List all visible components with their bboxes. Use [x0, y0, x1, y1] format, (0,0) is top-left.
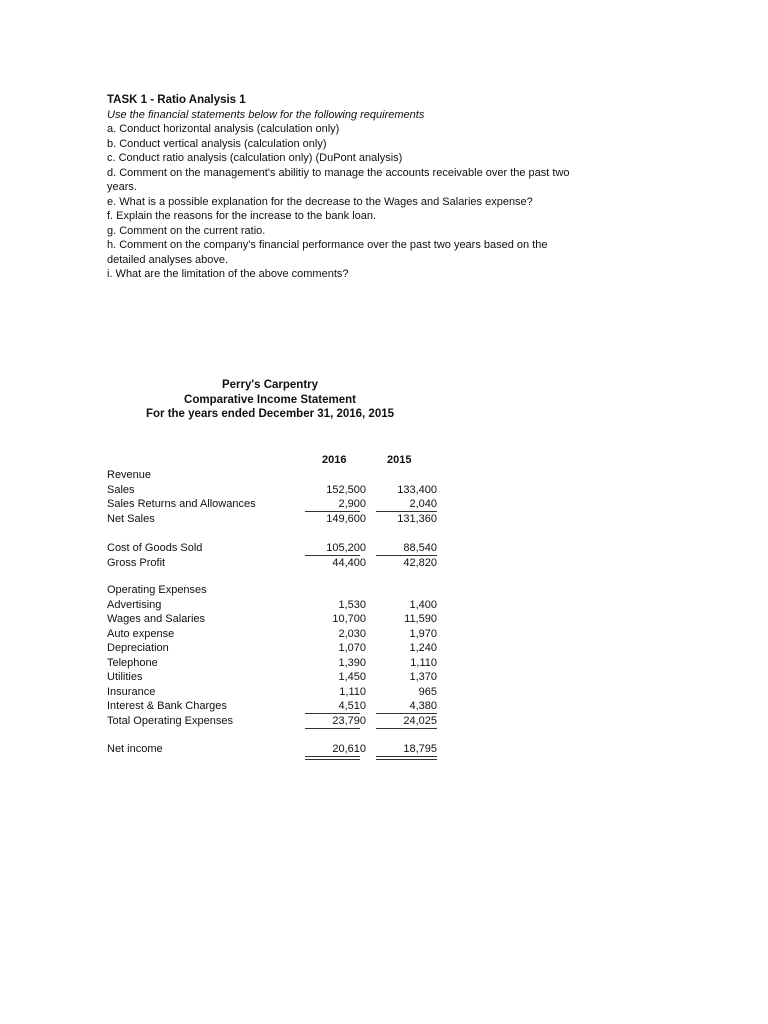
task-section	[107, 93, 607, 282]
table-row	[107, 556, 439, 570]
row-label: Net Sales	[107, 513, 155, 525]
value-2016: 10,700	[332, 613, 366, 625]
section-heading: Revenue	[107, 469, 152, 481]
value-2015: 24,025	[403, 715, 437, 727]
task-item: c. Conduct ratio analysis (calculation only) (DuPont analysis)	[107, 152, 403, 164]
company-name: Perry's Carpentry	[221, 379, 319, 391]
value-2015: 1,110	[410, 657, 437, 669]
table-row	[107, 627, 439, 641]
value-2016: 1,530	[338, 599, 366, 611]
row-label: Gross Profit	[107, 557, 166, 569]
double-underline	[305, 756, 360, 757]
value-2016: 1,390	[338, 657, 366, 669]
table-row	[107, 699, 439, 713]
task-item: f. Explain the reasons for the increase to the bank loan.	[107, 210, 377, 222]
row-label: Sales Returns and Allowances	[107, 498, 256, 510]
task-item: h. Comment on the company's financial performance over the past two years based on the detailed analyses above.	[107, 239, 548, 266]
value-2016: 1,450	[338, 671, 366, 683]
table-row	[107, 497, 439, 511]
value-2015: 18,795	[403, 743, 437, 755]
section-heading: Operating Expenses	[107, 584, 207, 596]
task-item: g. Comment on the current ratio.	[107, 224, 266, 237]
table-row	[107, 612, 439, 626]
value-2016: 105,200	[326, 542, 366, 554]
task-item: i. What are the limitation of the above comments?	[107, 268, 349, 280]
value-2016: 44,400	[332, 557, 366, 569]
value-2016: 2,030	[338, 628, 366, 640]
value-2016: 20,610	[332, 743, 366, 755]
row-label: Advertising	[107, 599, 162, 611]
value-2015: 1,240	[409, 642, 437, 654]
table-row	[107, 598, 439, 612]
value-2016: 4,510	[338, 700, 366, 712]
double-underline	[305, 759, 360, 760]
value-2015: 1,400	[409, 599, 437, 611]
statement-title: Comparative Income Statement	[184, 393, 356, 406]
value-2015: 11,590	[404, 613, 437, 625]
value-2015: 1,970	[409, 628, 437, 640]
value-2015: 1,370	[409, 671, 437, 683]
row-label: Depreciation	[107, 642, 169, 654]
table-row	[107, 670, 439, 684]
row-label: Wages and Salaries	[107, 613, 206, 625]
row-label: Auto expense	[107, 628, 175, 640]
row-label: Telephone	[107, 657, 158, 669]
value-2015: 965	[418, 686, 437, 698]
table-row	[107, 483, 439, 497]
table-row	[107, 512, 439, 526]
year-header-2015: 2015	[387, 454, 412, 466]
task-item: a. Conduct horizontal analysis (calculation only)	[107, 123, 340, 135]
task-title: TASK 1 - Ratio Analysis 1	[107, 94, 246, 106]
task-subtitle: Use the financial statements below for the following requirements	[107, 108, 425, 121]
value-2016: 152,500	[326, 484, 366, 496]
row-label: Cost of Goods Sold	[107, 542, 203, 554]
table-row	[107, 641, 439, 655]
statement-period: For the years ended December 31, 2016, 2015	[145, 408, 395, 420]
value-2015: 42,820	[403, 557, 437, 569]
task-item: d. Comment on the management's abilitiy to manage the accounts receivable over the past two years.	[107, 166, 570, 193]
value-2016: 149,600	[326, 513, 366, 525]
table-row	[107, 714, 439, 728]
value-2015: 2,040	[409, 498, 437, 510]
revenue-heading-row	[107, 468, 439, 482]
task-item: b. Conduct vertical analysis (calculation only)	[107, 137, 327, 150]
table-row	[107, 541, 439, 555]
value-2016: 1,110	[339, 686, 366, 698]
row-label: Insurance	[107, 686, 156, 698]
statement-heading	[100, 378, 440, 422]
year-header-2016: 2016	[322, 454, 347, 466]
task-item: e. What is a possible explanation for the decrease to the Wages and Salaries expense?	[107, 195, 533, 208]
underline	[305, 728, 360, 729]
row-label: Total Operating Expenses	[107, 715, 233, 727]
value-2016: 2,900	[338, 498, 366, 510]
opex-heading-row	[107, 583, 439, 597]
underline	[376, 728, 437, 729]
row-label: Net income	[107, 743, 163, 755]
row-label: Utilities	[107, 671, 143, 683]
double-underline	[376, 759, 437, 760]
double-underline	[376, 756, 437, 757]
value-2015: 131,360	[397, 513, 437, 525]
value-2015: 133,400	[397, 484, 437, 496]
value-2016: 23,790	[332, 715, 366, 727]
table-row	[107, 685, 439, 699]
table-row	[107, 742, 439, 756]
row-label: Interest & Bank Charges	[107, 700, 227, 712]
value-2015: 88,540	[403, 542, 437, 554]
row-label: Sales	[107, 484, 135, 496]
value-2015: 4,380	[409, 700, 437, 712]
value-2016: 1,070	[338, 642, 366, 654]
table-row	[107, 656, 439, 670]
